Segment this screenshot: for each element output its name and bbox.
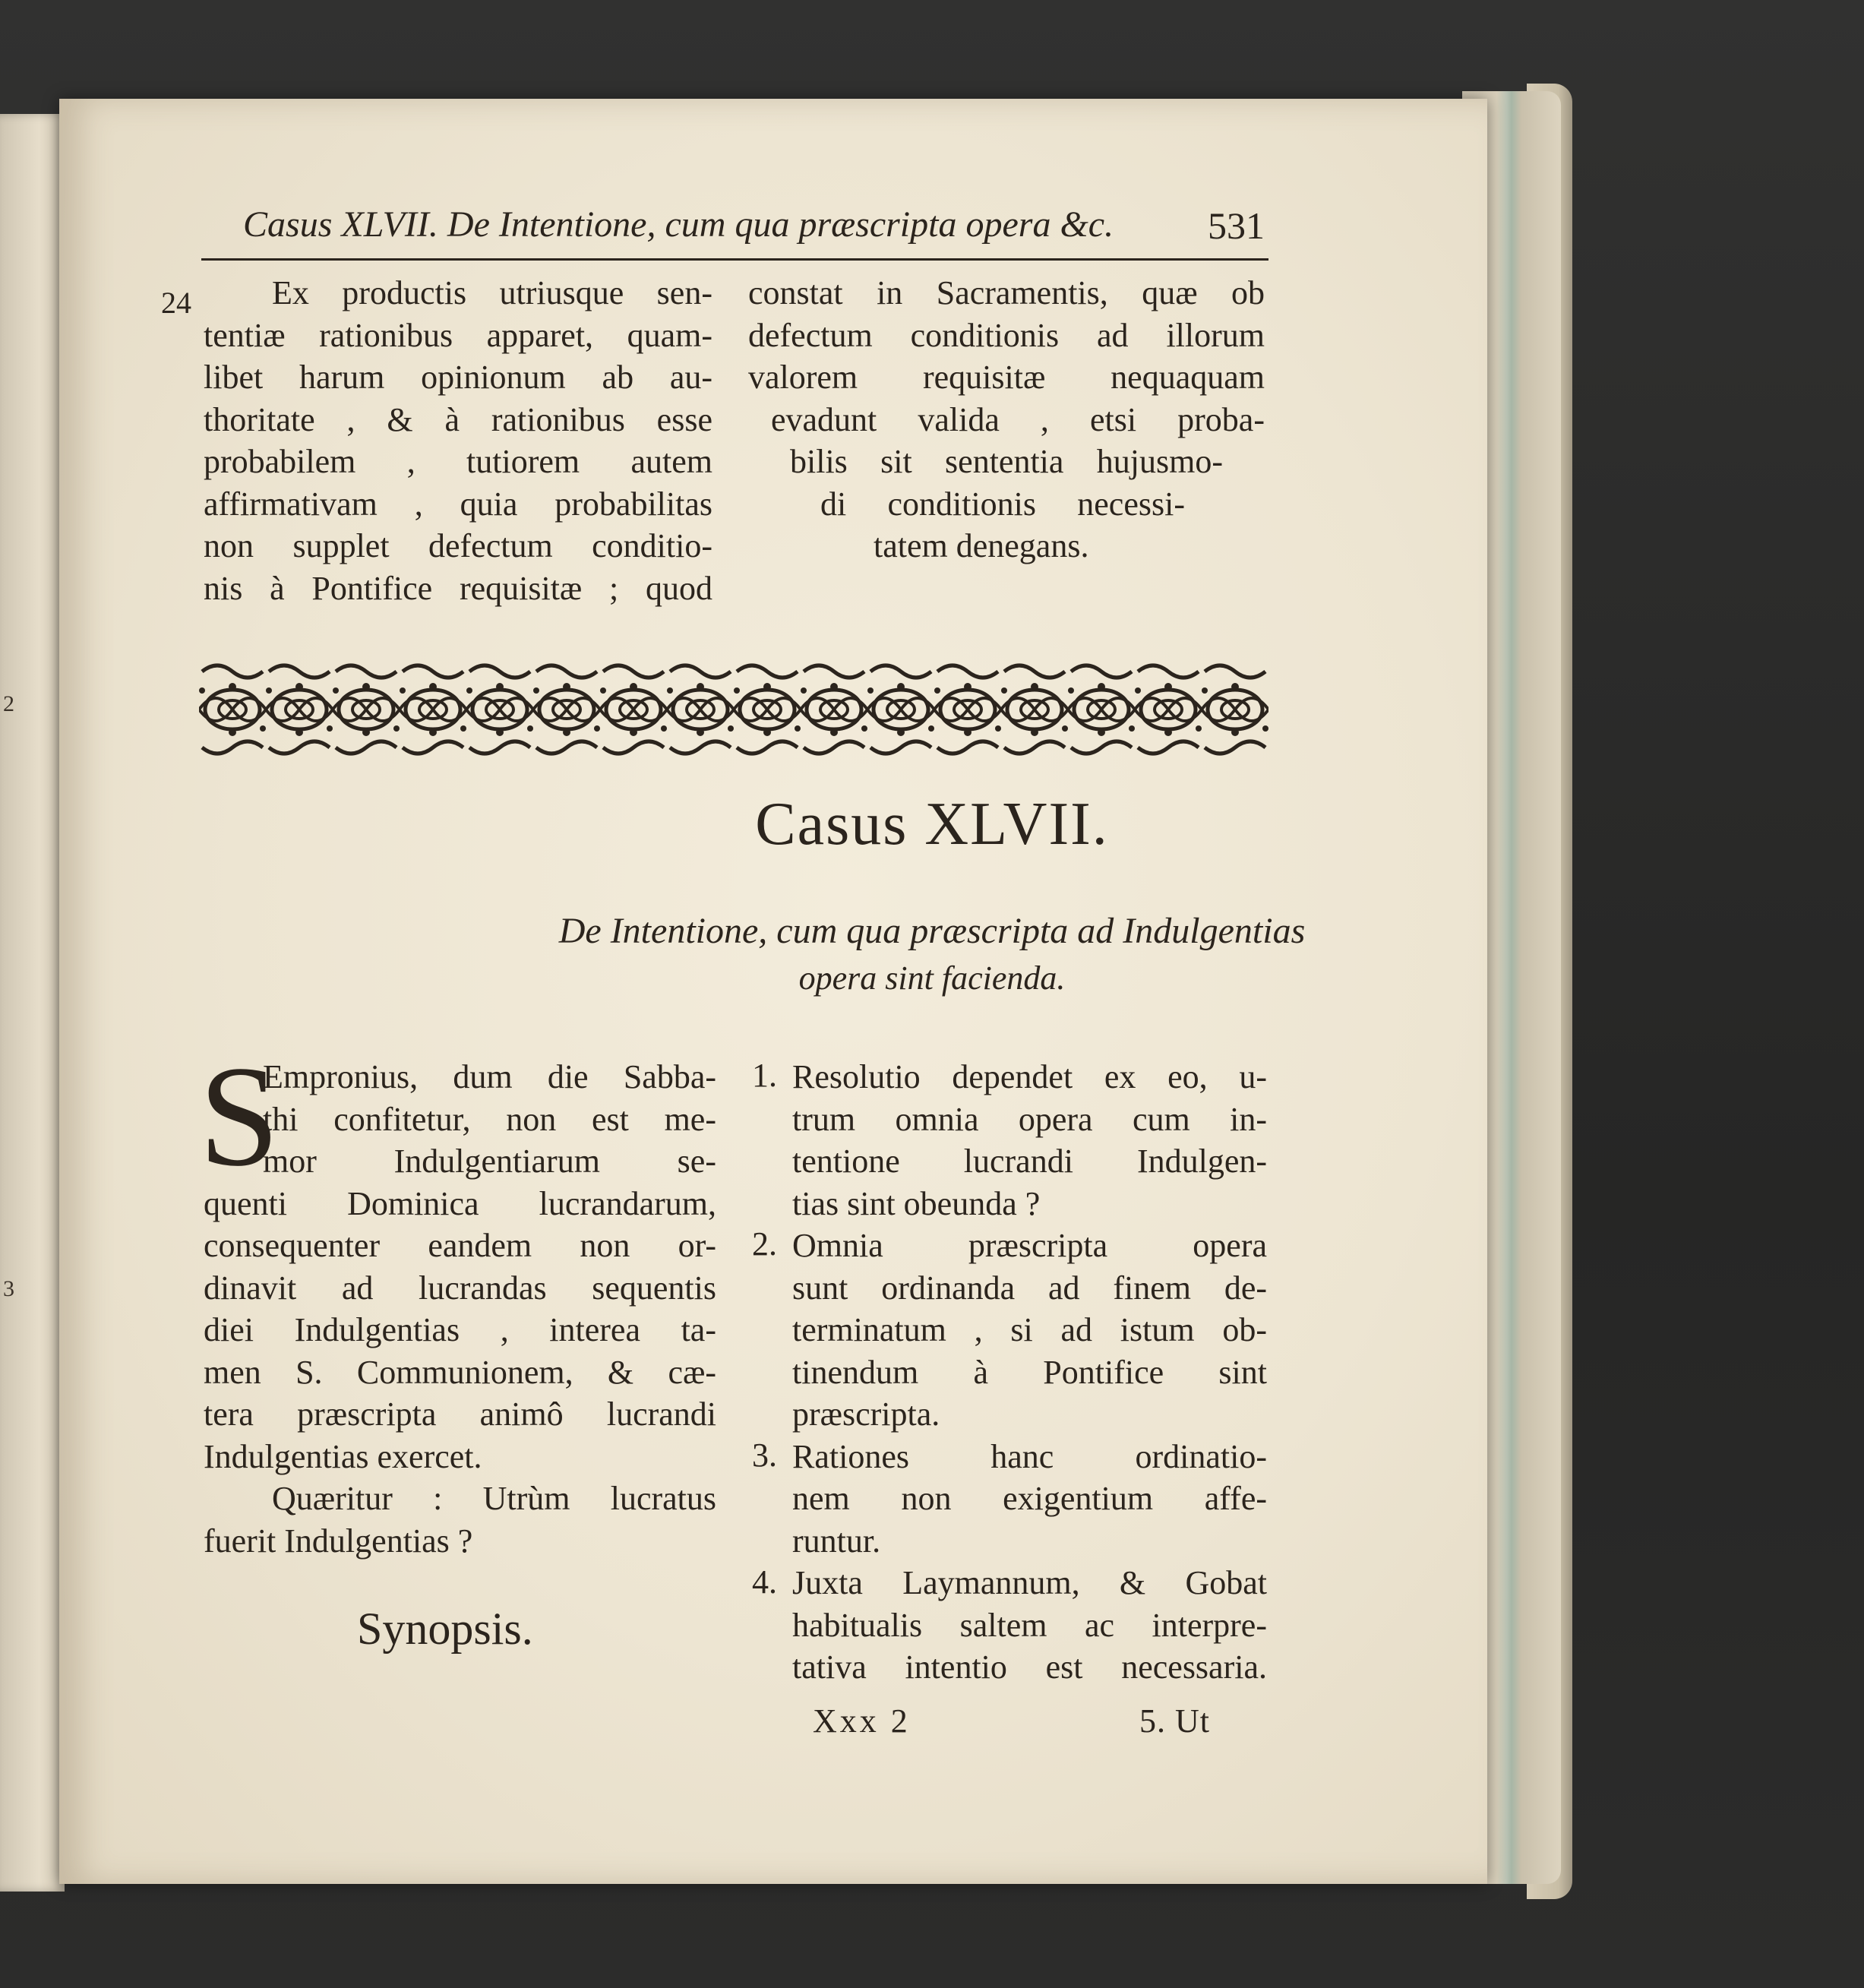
catchword: 5. Ut	[1139, 1702, 1210, 1740]
text-line: thoritate , & à rationibus esse	[204, 400, 712, 438]
list-item-line: runtur.	[792, 1522, 881, 1560]
previous-page-edge	[0, 114, 65, 1892]
question-line: fuerit Indulgentias ?	[204, 1522, 473, 1560]
margin-mark: 3	[3, 1276, 14, 1301]
text-line: di conditionis necessi-	[820, 485, 1185, 523]
text-line: dinavit ad lucrandas sequentis	[204, 1269, 716, 1307]
running-title: Casus XLVII. De Intentione, cum qua præscripta opera &c.	[243, 204, 1114, 245]
text-line: evadunt valida , etsi proba-	[771, 400, 1265, 438]
text-line: probabilem , tutiorem autem	[204, 443, 712, 480]
text-line: tera præscripta animô lucrandi	[204, 1395, 716, 1433]
text-line: quenti Dominica lucrandarum,	[204, 1184, 716, 1222]
list-item-line: tias sint obeunda ?	[792, 1184, 1041, 1222]
signature-mark: Xxx 2	[813, 1702, 911, 1740]
text-line: non supplet defectum conditio-	[204, 527, 712, 564]
top-right-column	[748, 272, 1265, 567]
text-line: men S. Communionem, & cæ-	[204, 1353, 716, 1391]
list-item-line: sunt ordinanda ad finem de-	[792, 1269, 1267, 1307]
case-title: Casus XLVII.	[755, 791, 1109, 858]
list-item-line: trum omnia opera cum in-	[792, 1100, 1267, 1138]
text-line: affirmativam , quia probabilitas	[204, 485, 712, 523]
body-right-column	[792, 1056, 1267, 1689]
list-item-line: terminatum , si ad istum ob-	[792, 1311, 1267, 1348]
top-left-column	[204, 272, 712, 609]
synopsis-heading: Synopsis.	[357, 1604, 533, 1654]
list-item-line: tinendum à Pontifice sint	[792, 1353, 1267, 1391]
text-line: tentiæ rationibus apparet, quam-	[204, 316, 712, 354]
item-number: 4.	[752, 1563, 777, 1601]
question-line: Quæritur : Utrùm lucratus	[272, 1480, 716, 1517]
item-number: 3.	[752, 1436, 777, 1474]
text-line: Empronius, dum die Sabba-	[263, 1058, 716, 1095]
drop-cap: S	[199, 1037, 280, 1196]
item-number: 1.	[752, 1057, 777, 1094]
margin-mark: 2	[3, 691, 14, 716]
item-number: 2.	[752, 1225, 777, 1263]
paragraph-number: 24	[161, 286, 191, 320]
list-item-line: Rationes hanc ordinatio-	[792, 1437, 1267, 1475]
text-line: libet harum opinionum ab au-	[204, 359, 712, 396]
list-item-line: nem non exigentium affe-	[792, 1480, 1267, 1517]
text-line: diei Indulgentias , interea ta-	[204, 1311, 716, 1348]
case-subtitle-line1: De Intentione, cum qua præscripta ad Indulgentias	[558, 911, 1306, 951]
list-item-line: tativa intentio est necessaria.	[792, 1648, 1267, 1686]
body-left-column	[204, 1056, 716, 1562]
text-line: consequenter eandem non or-	[204, 1227, 716, 1264]
list-item-line: tentione lucrandi Indulgen-	[792, 1143, 1267, 1180]
running-header	[243, 204, 1265, 257]
text-line: nis à Pontifice requisitæ ; quod	[204, 569, 712, 607]
text-line: bilis sit sententia hujusmo-	[790, 443, 1223, 480]
text-line: valorem requisitæ nequaquam	[748, 359, 1265, 396]
list-item-line: Juxta Laymannum, & Gobat	[792, 1564, 1267, 1601]
list-item-line: præscripta.	[792, 1395, 940, 1433]
text-line: defectum conditionis ad illorum	[748, 316, 1265, 354]
list-item-line: habitualis saltem ac interpre-	[792, 1606, 1267, 1644]
text-line: mor Indulgentiarum se-	[263, 1143, 716, 1180]
text-line: Indulgentias exercet.	[204, 1437, 482, 1475]
page-number: 531	[1208, 204, 1265, 247]
list-item-line: Resolutio dependet ex eo, u-	[792, 1058, 1267, 1095]
text-line: Ex productis utriusque sen-	[272, 274, 712, 311]
ornament-band	[199, 656, 1268, 763]
text-line: constat in Sacramentis, quæ ob	[748, 274, 1265, 311]
case-subtitle-line2: opera sint facienda.	[798, 959, 1066, 997]
text-line: tatem denegans.	[874, 527, 1089, 564]
text-line: thi confitetur, non est me-	[263, 1100, 716, 1138]
list-item-line: Omnia præscripta opera	[792, 1227, 1267, 1264]
header-rule	[201, 258, 1268, 261]
